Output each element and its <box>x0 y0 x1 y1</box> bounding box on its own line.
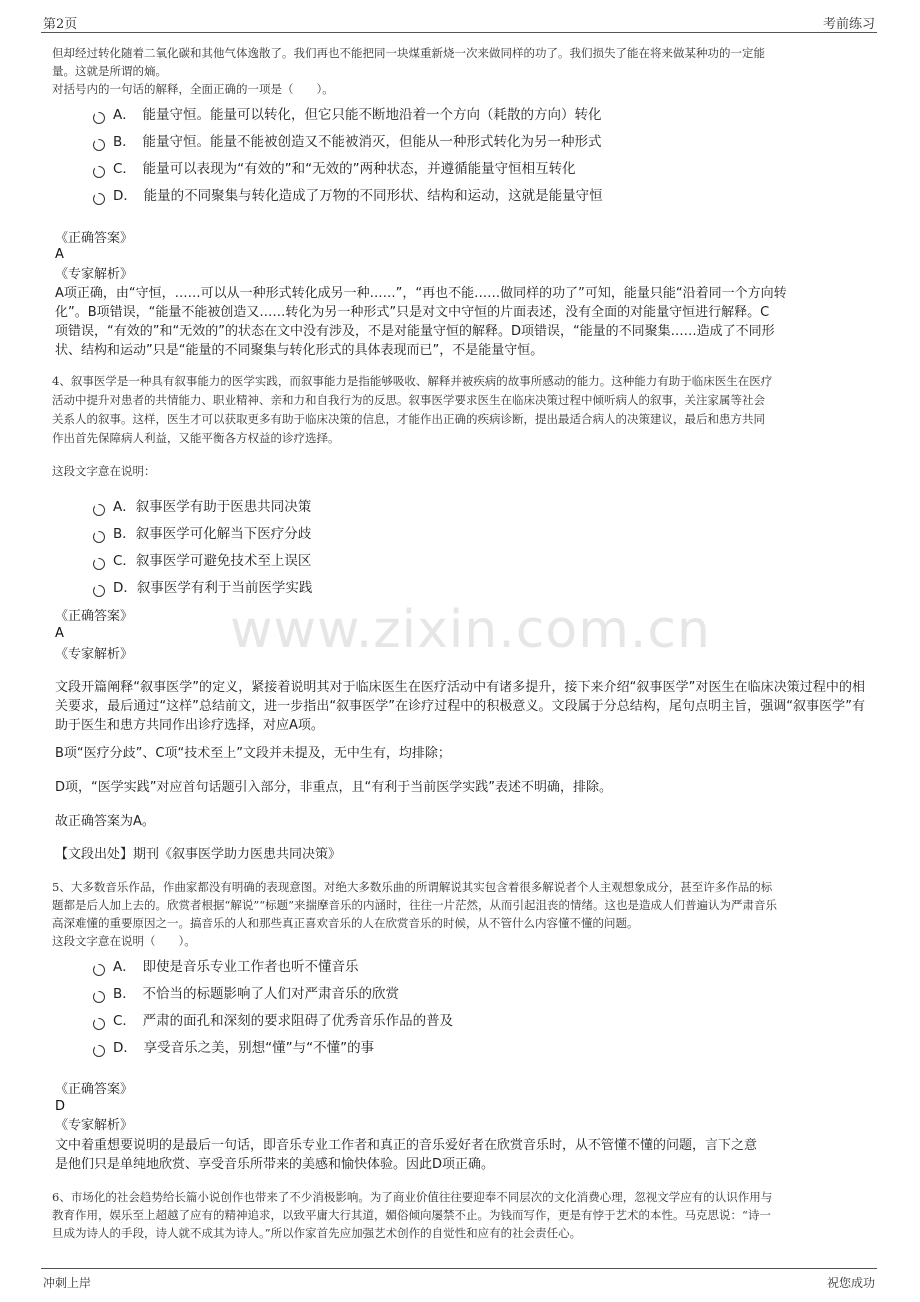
footer-left-text: 冲刺上岸 <box>43 1276 92 1290</box>
q4-stem-line: 4、叙事医学是一种具有叙事能力的医学实践，而叙事能力是指能够吸收、解释并被疾病的故事所感动的能力。这种能力有助于临床医生在医疗 <box>52 374 773 388</box>
analysis-line: 状、结构和运动”只是“能量的不同聚集与转化形式的具体表现而已”，不是能量守恒。 <box>55 343 544 358</box>
radio-icon[interactable] <box>93 991 105 1003</box>
q5-stem-line: 高深难懂的重要原因之一。搞音乐的人和那些真正喜欢音乐的人在欣赏音乐的时候，从不管什么内容懂不懂的问题。 <box>52 916 639 930</box>
q4-option-a[interactable] <box>93 496 311 518</box>
analysis-line: 化”。B项错误，“能量不能被创造又……转化为另一种形式”只是对文中守恒的片面表述，没有全面的对能量守恒进行解释。C <box>55 305 770 320</box>
page-footer <box>41 1268 877 1293</box>
option-label: B． 不恰当的标题影响了人们对严肃音乐的欣赏 <box>113 986 400 1002</box>
option-label: D． 享受音乐之美，别想“懂”与“不懂”的事 <box>113 1040 375 1056</box>
q4-analysis-paragraph: B项“医疗分歧”、C项“技术至上”文段并未提及，无中生有，均排除； <box>55 746 451 761</box>
radio-icon[interactable] <box>93 1018 105 1030</box>
radio-icon[interactable] <box>93 1045 105 1057</box>
q4-analysis-paragraph: 故正确答案为A。 <box>55 814 155 829</box>
q4-analysis-paragraph: D项，“医学实践”对应首句话题引入部分，非重点，且“有利于当前医学实践”表述不明确，排除。 <box>55 780 612 795</box>
q4-stem-line: 关系人的叙事。这样，医生才可以获取更多有助于临床决策的信息，才能作出正确的疾病诊断，提出最适合病人的决策建议，最后和患方共同 <box>52 412 765 426</box>
analysis-line: 文中着重想要说明的是最后一句话，即音乐专业工作者和真正的音乐爱好者在欣赏音乐时，从不管懂不懂的问题，言下之意 <box>55 1138 758 1153</box>
page-number: 第2页 <box>43 17 78 32</box>
q3-intro-line: 量。这就是所谓的熵。 <box>52 64 167 78</box>
q5-stem-line: 5、大多数音乐作品，作曲家都没有明确的表现意图。对绝大多数乐曲的所谓解说其实包含着很多解说者个人主观想象成分，甚至许多作品的标 <box>52 880 773 894</box>
q5-answer-label: 《正确答案》 <box>55 1082 134 1097</box>
option-label: B． 能量守恒。能量不能被创造又不能被消灭，但能从一种形式转化为另一种形式 <box>113 134 602 150</box>
q5-question: 这段文字意在说明（ ）。 <box>52 934 196 948</box>
q4-stem-line: 活动中提升对患者的共情能力、职业精神、亲和力和自我行为的反思。叙事医学要求医生在临床决策过程中倾听病人的叙事，关注家属等社会 <box>52 393 765 407</box>
option-label: B．叙事医学可化解当下医疗分歧 <box>113 526 312 542</box>
q6-stem-line: 教育作用，娱乐至上超越了应有的精神追求，以致平庸大行其道，媚俗倾向屡禁不止。为钱而写作，更是有悖于艺术的本性。马克思说：“诗一 <box>52 1208 771 1222</box>
radio-icon[interactable] <box>93 166 105 178</box>
q4-stem <box>52 372 872 448</box>
q5-analysis <box>55 1136 865 1174</box>
radio-icon[interactable] <box>93 112 105 124</box>
radio-icon[interactable] <box>93 558 105 570</box>
q4-answer-label: 《正确答案》 <box>55 609 134 624</box>
radio-icon[interactable] <box>93 585 105 597</box>
q5-stem <box>52 878 872 950</box>
q3-intro <box>52 44 872 98</box>
q3-analysis <box>55 284 865 360</box>
q6-stem-line: 旦成为诗人的手段，诗人就不成其为诗人。”所以作家首先应加强艺术创作的自觉性和应有的社会责任心。 <box>52 1226 582 1240</box>
q5-option-b[interactable] <box>93 983 399 1005</box>
q3-intro-line: 但却经过转化随着二氧化碳和其他气体逸散了。我们再也不能把同一块煤重新烧一次来做同样的功了。我们损失了能在将来做某种功的一定能 <box>52 46 765 60</box>
analysis-line: A项正确，由“守恒，……可以从一种形式转化成另一种……”，“再也不能……做同样的功了”可知，能量只能“沿着同一个方向转 <box>55 286 787 301</box>
q5-option-d[interactable] <box>93 1037 374 1059</box>
option-label: C． 严肃的面孔和深刻的要求阻碍了优秀音乐作品的普及 <box>113 1013 454 1029</box>
radio-icon[interactable] <box>93 139 105 151</box>
q3-analysis-label: 《专家解析》 <box>55 267 134 282</box>
q5-option-a[interactable] <box>93 956 359 978</box>
radio-icon[interactable] <box>93 964 105 976</box>
q4-option-d[interactable] <box>93 577 312 599</box>
watermark: www.zixin.com.cn <box>230 600 711 660</box>
option-label: A． 能量守恒。能量可以转化，但它只能不断地沿着一个方向（耗散的方向）转化 <box>113 107 602 123</box>
q3-question: 对括号内的一句话的解释，全面正确的一项是（ ）。 <box>52 82 334 96</box>
footer-right-text: 祝您成功 <box>826 1276 875 1290</box>
q3-answer: A <box>55 247 64 262</box>
analysis-line: 项错误，“有效的”和“无效的”的状态在文中没有涉及，不是对能量守恒的解释。D项错误，“能量的不同聚集……造成了不同形 <box>55 324 775 339</box>
q4-analysis-label: 《专家解析》 <box>55 647 134 662</box>
option-label: D． 能量的不同聚集与转化造成了万物的不同形状、结构和运动，这就是能量守恒 <box>113 188 603 204</box>
q5-option-c[interactable] <box>93 1010 453 1032</box>
q3-answer-label: 《正确答案》 <box>55 231 134 246</box>
q5-stem-line: 题都是后人加上去的。欣赏者根据“解说”“标题”来揣摩音乐的内涵时，往往一片茫然，从而引起沮丧的情绪。这也是造成人们普遍认为严肃音乐 <box>52 898 778 912</box>
q4-option-b[interactable] <box>93 523 311 545</box>
q6-stem <box>52 1188 872 1242</box>
q3-option-b[interactable] <box>93 131 602 153</box>
q4-source: 【文段出处】期刊《叙事医学助力医患共同决策》 <box>55 847 342 862</box>
analysis-line: 是他们只是单纯地欣赏、享受音乐所带来的美感和愉快体验。因此D项正确。 <box>55 1157 495 1172</box>
radio-icon[interactable] <box>93 504 105 516</box>
q4-analysis-paragraph: 文段开篇阐释“叙事医学”的定义，紧接着说明其对于临床医生在医疗活动中有诸多提升，接下来介绍“叙事医学”对医生在临床决策过程中的相关要求，最后通过“这样”总结前文，进一步指出“叙事医学”在诊疗过程中的积极意义。文段属于分总结构，尾句点明主旨，强调“叙事医学”有助于医生和患方共同作出诊疗选择，对应A项。 <box>55 680 865 733</box>
header-title: 考前练习 <box>822 17 875 32</box>
q3-option-d[interactable] <box>93 185 603 207</box>
q3-option-a[interactable] <box>93 104 601 126</box>
option-label: C． 能量可以表现为“有效的”和“无效的”两种状态，并遵循能量守恒相互转化 <box>113 161 576 177</box>
option-label: D．叙事医学有利于当前医学实践 <box>113 580 313 596</box>
radio-icon[interactable] <box>93 531 105 543</box>
option-label: C．叙事医学可避免技术至上误区 <box>113 553 312 569</box>
q3-option-c[interactable] <box>93 158 576 180</box>
q5-analysis-label: 《专家解析》 <box>55 1118 134 1133</box>
q5-answer: D <box>55 1099 66 1114</box>
q6-stem-line: 6、市场化的社会趋势给长篇小说创作也带来了不少消极影响。为了商业价值往往要迎奉不同层次的文化消费心理，忽视文学应有的认识作用与 <box>52 1190 773 1204</box>
q4-stem-line: 作出首先保障病人利益，又能平衡各方权益的诊疗选择。 <box>52 431 340 445</box>
radio-icon[interactable] <box>93 193 105 205</box>
option-label: A．叙事医学有助于医患共同决策 <box>113 499 312 515</box>
q4-question: 这段文字意在说明： <box>52 464 156 478</box>
q4-option-c[interactable] <box>93 550 311 572</box>
q4-answer: A <box>55 626 64 641</box>
page-header <box>41 10 877 33</box>
option-label: A． 即使是音乐专业工作者也听不懂音乐 <box>113 959 359 975</box>
